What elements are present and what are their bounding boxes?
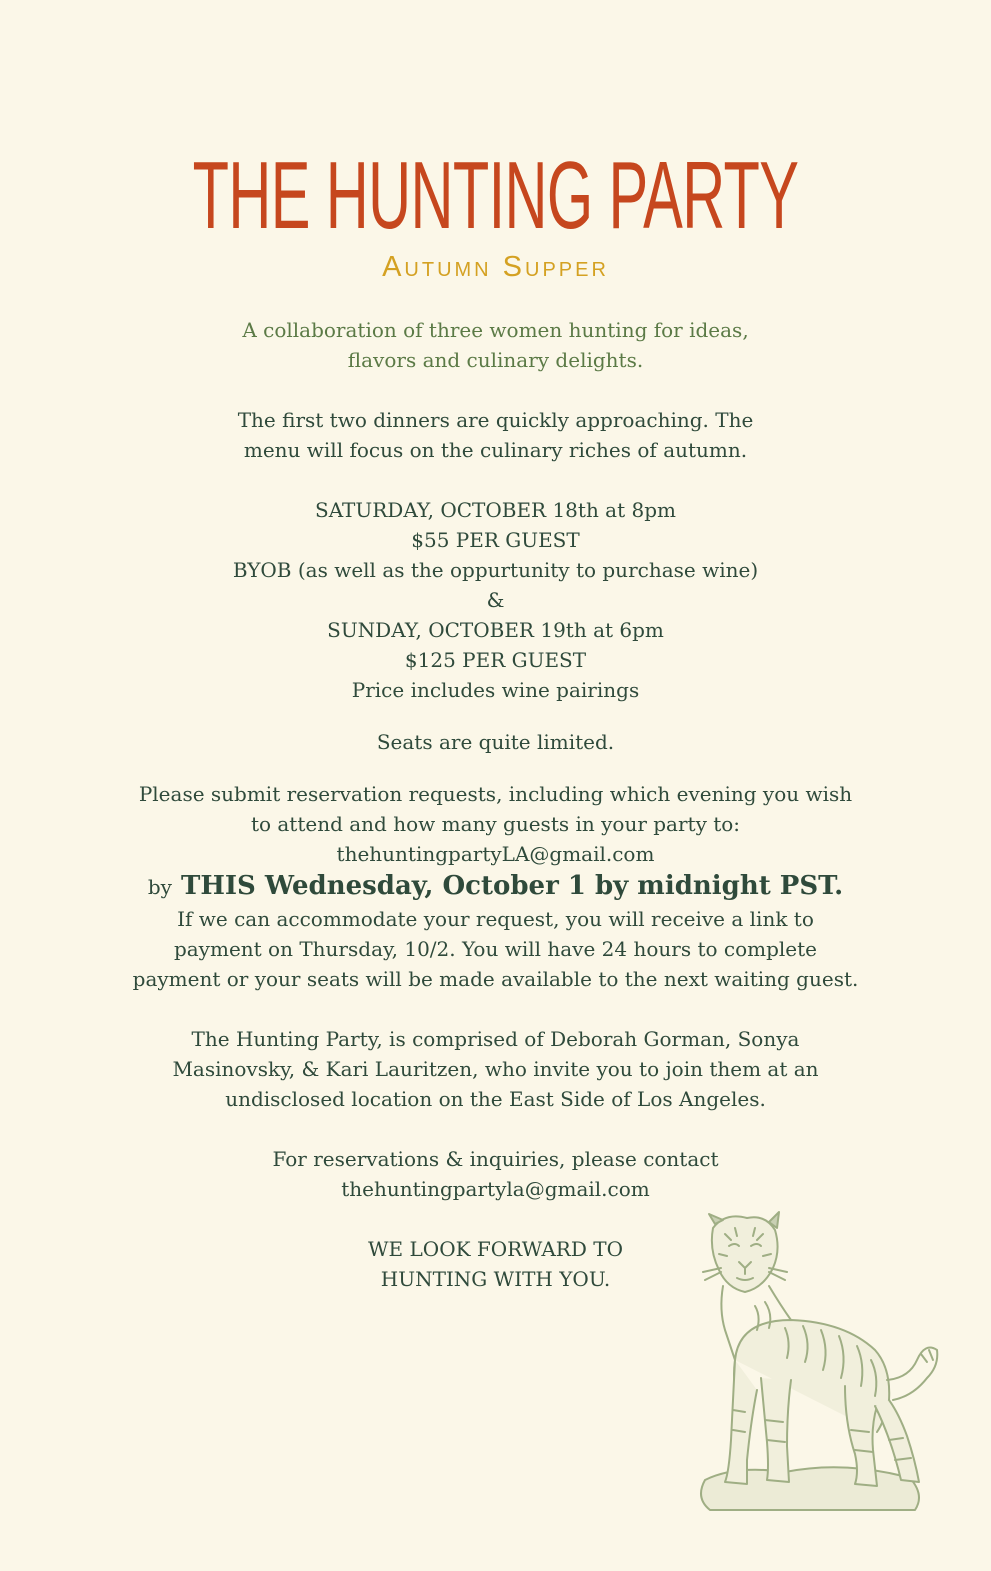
sunday-date: SUNDAY, OCTOBER 19th at 6pm [327,618,664,642]
followup-line: If we can accommodate your request, you will receive a link to [177,907,814,931]
sunday-note: Price includes wine pairings [351,678,640,702]
saturday-date: SATURDAY, OCTOBER 18th at 8pm [315,498,676,522]
page-title: THE HUNTING PARTY [192,142,799,249]
menu-note-line: The first two dinners are quickly approaching. The [237,408,754,432]
intro-line: flavors and culinary delights. [347,348,644,372]
about-line: undisclosed location on the East Side of Los Angeles. [225,1087,766,1111]
about-line: The Hunting Party, is comprised of Deborah Gorman, Sonya [191,1027,800,1051]
about-line: Masinovsky, & Kari Lauritzen, who invite you to join them at an [172,1057,819,1081]
deadline-text: THIS Wednesday, October 1 by midnight PST. [180,871,844,901]
menu-note-line: menu will focus on the culinary riches of autumn. [243,438,748,462]
deadline-prefix: by [147,875,172,899]
intro-line: A collaboration of three women hunting for ideas, [242,318,749,342]
tiger-illustration [695,1210,940,1525]
reservation-line: Please submit reservation requests, including which evening you wish [138,782,853,806]
contact-email: thehuntingpartyla@gmail.com [341,1177,650,1201]
reservation-deadline [0,869,991,904]
saturday-note: BYOB (as well as the oppurtunity to purchase wine) [232,558,759,582]
flyer-body [0,315,991,1294]
seats-note: Seats are quite limited. [376,730,615,754]
followup-line: payment or your seats will be made available to the next waiting guest. [132,967,859,991]
closing-line: WE LOOK FORWARD TO [368,1237,623,1261]
page-subtitle: Autumn Supper [382,251,609,283]
saturday-price: $55 PER GUEST [411,528,580,552]
closing-line: HUNTING WITH YOU. [380,1267,611,1291]
ampersand: & [486,588,505,612]
contact-label: For reservations & inquiries, please contact [272,1147,719,1171]
reservation-email: thehuntingpartyLA@gmail.com [336,842,655,866]
followup-line: payment on Thursday, 10/2. You will have 24 hours to complete [173,937,818,961]
reservation-line: to attend and how many guests in your party to: [250,812,741,836]
sunday-price: $125 PER GUEST [404,648,587,672]
